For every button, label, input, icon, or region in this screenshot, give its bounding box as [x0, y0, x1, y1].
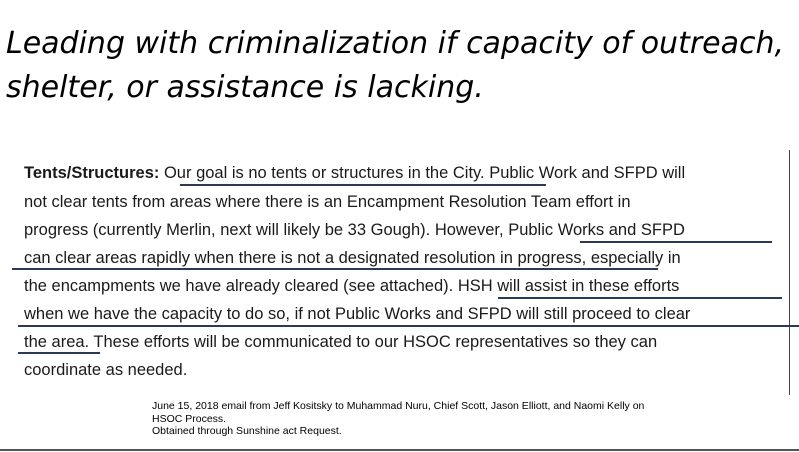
excerpt-border — [789, 150, 790, 395]
caption-line-1: June 15, 2018 email from Jeff Kositsky to Muhammad Nuru, Chief Scott, Jason Elliott, and Naomi Kelly on — [152, 400, 645, 412]
excerpt-heading: Tents/Structures: — [24, 164, 160, 182]
slide-title-line-1: Leading with criminalization if capacity of outreach, — [6, 26, 785, 61]
slide-title-line-2: shelter, or assistance is lacking. — [6, 70, 484, 105]
excerpt-line-2: not clear tents from areas where there is an Encampment Resolution Team effort in — [24, 193, 631, 211]
email-excerpt-image — [0, 150, 799, 395]
excerpt-line-1 — [24, 163, 685, 183]
excerpt-line-4: can clear areas rapidly when there is not a designated resolution in progress, especially in — [24, 249, 681, 267]
underline-mark — [12, 268, 658, 270]
excerpt-line-1-text: Our goal is no tents or structures in the City. Public Work and SFPD will — [159, 164, 686, 182]
excerpt-line-5: the encampments we have already cleared (see attached). HSH will assist in these efforts — [24, 277, 680, 295]
excerpt-line-6: when we have the capacity to do so, if not Public Works and SFPD will still proceed to clear — [24, 305, 691, 323]
excerpt-line-3: progress (currently Merlin, next will likely be 33 Gough). However, Public Works and SFPD — [24, 221, 685, 239]
underline-mark — [180, 184, 546, 186]
caption-line-2: HSOC Process. — [152, 412, 227, 425]
excerpt-line-8: coordinate as needed. — [24, 361, 188, 379]
underline-mark — [18, 325, 799, 327]
bottom-divider — [0, 449, 799, 451]
underline-mark — [18, 352, 100, 354]
underline-mark — [498, 297, 782, 299]
slide-title — [6, 22, 796, 110]
caption-line-3: Obtained through Sunshine act Request. — [152, 425, 342, 437]
source-caption — [152, 400, 752, 438]
underline-mark — [580, 241, 772, 243]
excerpt-line-7: the area. These efforts will be communicated to our HSOC representatives so they can — [24, 333, 658, 351]
